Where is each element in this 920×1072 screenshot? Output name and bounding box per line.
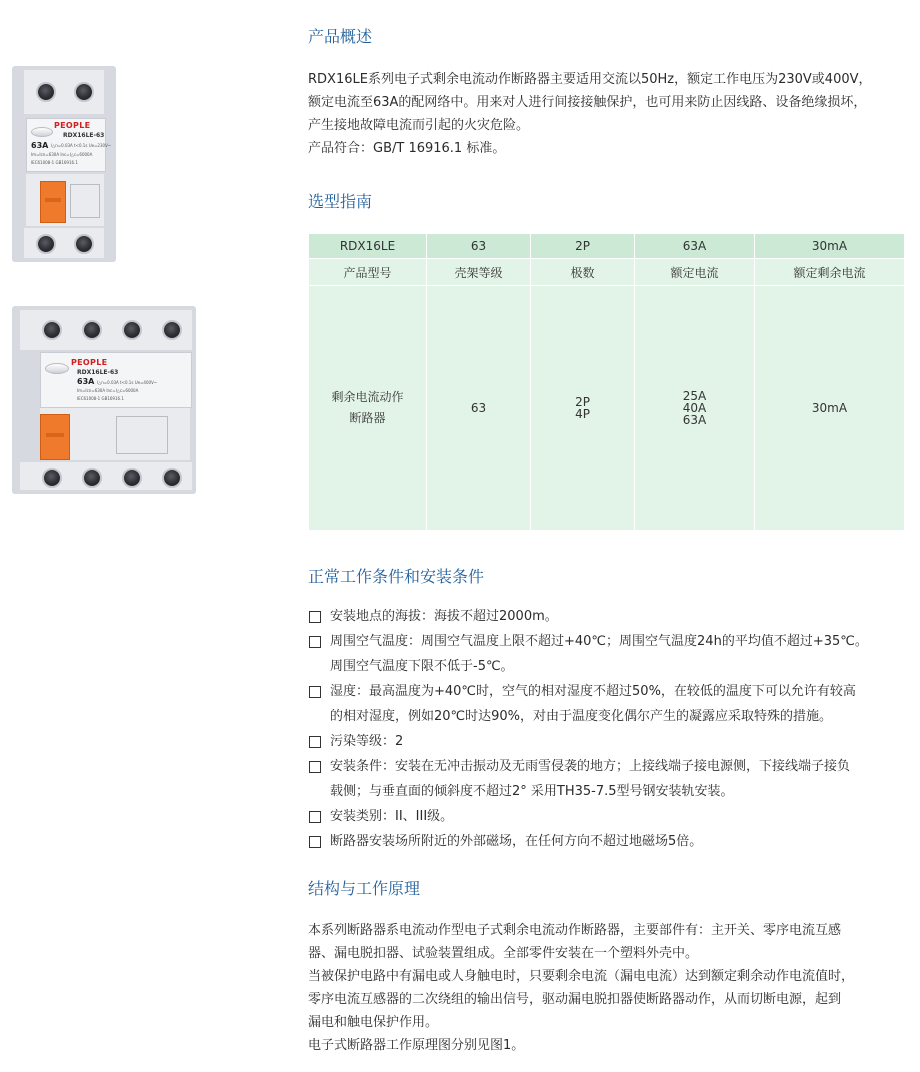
rating-label: 63A (77, 377, 95, 386)
terminal-screw-icon (36, 82, 56, 102)
spec-text: I△n=0.03A t<0.1s Ue=230V~ (51, 143, 112, 148)
list-item (308, 604, 920, 629)
brand-label: PEOPLE (71, 358, 108, 367)
cell-line: 剩余电流动作 (331, 390, 404, 404)
conditions-list (308, 604, 920, 854)
list-item-text: 断路器安装场所附近的外部磁场，在任何方向不超过地磁场5倍。 (330, 834, 703, 849)
spec-text: Im=Icn=630A Inc=I△c=6000A (77, 388, 139, 393)
terminal-screw-icon (36, 234, 56, 254)
list-item-text: 安装地点的海拔：海拔不超过2000m。 (330, 609, 558, 624)
cell-line: 断路器 (349, 411, 386, 425)
list-item-text: 安装条件：安装在无冲击振动及无雨雪侵袭的地方；上接线端子接电源侧，下接线端子接负 (330, 759, 851, 774)
cell-line: 63A (682, 413, 707, 427)
checkbox-square-icon (309, 686, 321, 698)
cell-line: 40A (682, 401, 707, 415)
terminal-screw-icon (82, 468, 102, 488)
device-label-plate (26, 118, 112, 172)
terminal-screw-icon (162, 320, 182, 340)
brand-label: PEOPLE (54, 121, 91, 130)
selection-heading: 选型指南 (308, 192, 373, 211)
list-item-text: 的相对湿度，例如20℃时达90%，对由于温度变化偶尔产生的凝露应采取特殊的措施。 (330, 709, 833, 724)
list-item (308, 829, 920, 854)
table-cell: 63A (635, 234, 755, 259)
checkbox-square-icon (309, 736, 321, 748)
list-item (308, 729, 920, 754)
list-item (308, 804, 920, 829)
list-item (308, 629, 920, 679)
structure-paragraph (308, 919, 854, 1057)
toggle-handle (40, 414, 70, 460)
model-label: RDX16LE-63 (77, 369, 119, 376)
terminal-screw-icon (162, 468, 182, 488)
wiring-schematic-icon (70, 184, 100, 218)
list-item-text: 周围空气温度：周围空气温度上限不超过+40℃；周围空气温度24h的平均值不超过+35℃。 (330, 634, 868, 649)
overview-line: 产品符合：GB/T 16916.1 标准。 (308, 141, 506, 156)
list-item (308, 754, 920, 804)
device-label-plate (40, 352, 192, 408)
table-row (309, 286, 905, 531)
terminal-screw-icon (74, 234, 94, 254)
checkbox-square-icon (309, 836, 321, 848)
spec-text: Im=Icn=630A Inc=I△c=6000A (31, 152, 93, 157)
table-header-cell: 极数 (531, 259, 635, 286)
terminal-screw-icon (122, 320, 142, 340)
checkbox-square-icon (309, 811, 321, 823)
table-header-cell: 壳架等级 (427, 259, 531, 286)
overview-line: 产生接地故障电流而引起的火灾危险。 (308, 118, 530, 133)
overview-line: RDX16LE系列电子式剩余电流动作断路器主要适用交流以50Hz，额定工作电压为230V或400V， (308, 72, 872, 87)
cell-line: 25A (682, 389, 707, 403)
table-cell: 30mA (755, 234, 905, 259)
overview-paragraph (308, 68, 872, 160)
rating-label: 63A (31, 141, 49, 150)
table-cell: 2P (531, 234, 635, 259)
overview-heading: 产品概述 (308, 27, 373, 46)
table-row (309, 259, 905, 286)
structure-line: 当被保护电路中有漏电或人身触电时，只要剩余电流（漏电电流）达到额定剩余动作电流值时， (308, 969, 855, 984)
structure-line: 漏电和触电保护作用。 (308, 1015, 439, 1030)
standard-text: IEC61008-1 GB16916.1 (77, 396, 124, 401)
test-button-icon (45, 363, 69, 374)
list-item-text: 周围空气温度下限不低于-5℃。 (330, 659, 514, 674)
product-image-2-pole (12, 66, 116, 262)
structure-line: 零序电流互感器的二次绕组的输出信号，驱动漏电脱扣器使断路器动作，从而切断电源，起到 (308, 992, 842, 1007)
table-cell-frame: 63 (427, 286, 531, 531)
list-item (308, 679, 920, 729)
checkbox-square-icon (309, 761, 321, 773)
cell-line: 4P (575, 407, 590, 421)
product-image-4-pole (12, 306, 196, 494)
terminal-screw-icon (42, 320, 62, 340)
terminal-screw-icon (122, 468, 142, 488)
selection-table (308, 233, 905, 531)
table-cell: RDX16LE (309, 234, 427, 259)
list-item-text: 安装类别：II、III级。 (330, 809, 454, 824)
terminal-screw-icon (74, 82, 94, 102)
test-button-icon (31, 127, 53, 137)
table-header-cell: 额定剩余电流 (755, 259, 905, 286)
wiring-schematic-icon (116, 416, 168, 454)
standard-text: IEC61008-1 GB16916.1 (31, 160, 78, 165)
structure-heading: 结构与工作原理 (308, 879, 421, 898)
list-item-text: 载侧；与垂直面的倾斜度不超过2° 采用TH35-7.5型号钢安装轨安装。 (330, 784, 734, 799)
overview-line: 额定电流至63A的配网络中。用来对人进行间接接触保护，也可用来防止因线路、设备绝缘损坏， (308, 95, 867, 110)
table-cell-current (635, 286, 755, 531)
table-cell-product (309, 286, 427, 531)
table-cell-residual: 30mA (755, 286, 905, 531)
terminal-screw-icon (82, 320, 102, 340)
checkbox-square-icon (309, 611, 321, 623)
cell-line: 2P (575, 395, 590, 409)
handle-notch (46, 433, 64, 437)
table-cell: 63 (427, 234, 531, 259)
checkbox-square-icon (309, 636, 321, 648)
terminal-screw-icon (42, 468, 62, 488)
table-row (309, 234, 905, 259)
list-item-text: 湿度：最高温度为+40℃时，空气的相对湿度不超过50%，在较低的温度下可以允许有较高 (330, 684, 856, 699)
spec-text: I△n=0.03A t<0.1s Ue=400V~ (97, 380, 158, 385)
structure-line: 电子式断路器工作原理图分别见图1。 (308, 1038, 525, 1053)
table-cell-poles (531, 286, 635, 531)
table-header-cell: 额定电流 (635, 259, 755, 286)
model-label: RDX16LE-63 (63, 132, 105, 139)
structure-line: 器、漏电脱扣器、试验装置组成。全部零件安装在一个塑料外壳中。 (308, 946, 699, 961)
conditions-heading: 正常工作条件和安装条件 (308, 567, 485, 586)
toggle-handle (40, 181, 66, 223)
structure-line: 本系列断路器系电流动作型电子式剩余电流动作断路器，主要部件有：主开关、零序电流互感 (308, 923, 842, 938)
list-item-text: 污染等级：2 (330, 734, 404, 749)
handle-notch (45, 198, 61, 202)
table-header-cell: 产品型号 (309, 259, 427, 286)
